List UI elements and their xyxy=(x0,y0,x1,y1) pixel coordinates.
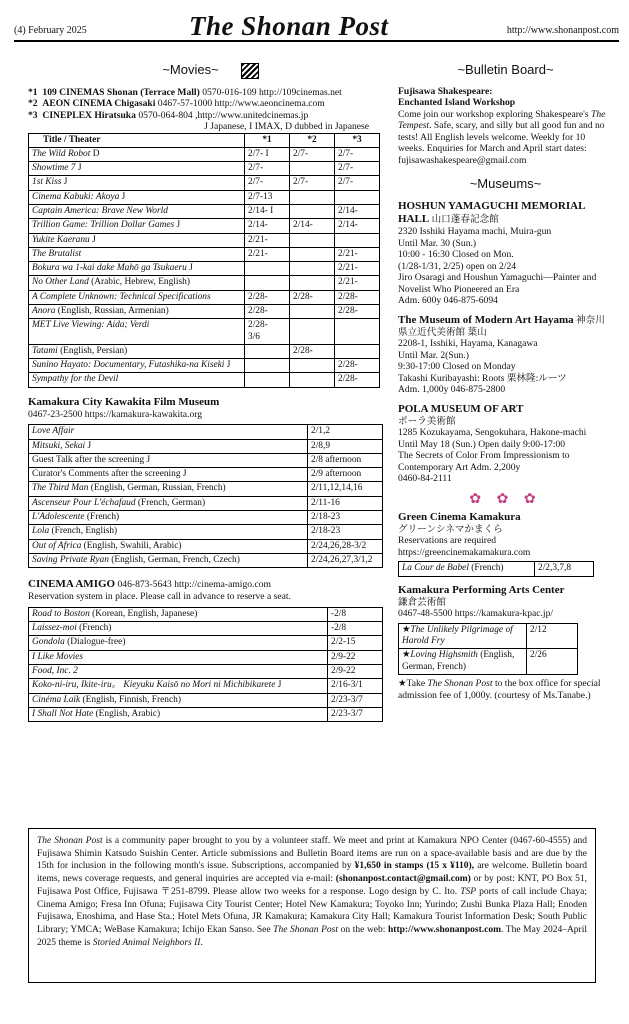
green-url[interactable]: https://greencinemakamakura.com xyxy=(398,546,531,558)
green-table xyxy=(398,561,594,576)
table-row: Koko-ni-iru, Ikite-iru。 Kieyuku Kaisō no Mori ni Michibikarete J 2/16-3/1 xyxy=(29,679,383,693)
kawakita-block xyxy=(28,396,393,569)
table-row: The Brutalist 2/21- 2/21- xyxy=(29,247,380,261)
museum-hoshun: HOSHUN YAMAGUCHI MEMORIAL HALL 山口蓬春記念館 2320 Isshiki Hayama machi, Muira-gun Until Mar. 30 (Sun.) 10:00 - 16:30 Closed on Mon. (1/28-1/31, 2/25) open on 2/24 Jiro Osaragi and Houshun Yamaguchi—Painter and Novelist Who Pioneered an Era Adm. 600y 046-875-6094 xyxy=(398,199,597,307)
table-row: Sympathy for the Devil 2/28- xyxy=(29,373,380,387)
amigo-name: CINEMA AMIGO xyxy=(28,578,116,591)
table-row: Yukite Kaeranu J 2/21- xyxy=(29,233,380,247)
table-row: L'Adolescente (French) 2/18-23 xyxy=(29,511,383,525)
cinema-1: *1 109 CINEMAS Shonan (Terrace Mall) 0570-016-109 http://109cinemas.net xyxy=(28,86,342,98)
table-row: Captain America: Brave New World 2/14- I 2/14- xyxy=(29,204,380,218)
table-row: The Wild Robot D 2/7- I 2/7- 2/7- xyxy=(29,147,380,161)
table-row: Food, Inc. 2 2/9-22 xyxy=(29,664,383,678)
table-row: A Complete Unknown: Technical Specifications 2/28- 2/28- 2/28- xyxy=(29,290,380,304)
table-row: Laissez-moi (French) -2/8 xyxy=(29,622,383,636)
table-row: Tatami (English, Persian) 2/28- xyxy=(29,344,380,358)
flower-icon: ✿ ✿ ✿ xyxy=(469,491,542,507)
website-link[interactable]: http://www.shonanpost.com xyxy=(388,925,501,936)
kawakita-contact: 0467-23-2500 https://kamakura-kawakita.org xyxy=(28,408,203,420)
contact-email[interactable]: (shonanpost.contact@gmail.com) xyxy=(335,874,471,885)
table-row: I Shall Not Hate (English, Arabic) 2/23-3/7 xyxy=(29,707,383,721)
museums-heading: ~Museums~ xyxy=(469,176,542,192)
table-row: Guest Talk after the screening J 2/8 afternoon xyxy=(29,453,383,467)
table-row: I Like Movies 2/9-22 xyxy=(29,650,383,664)
green-cinema: Green Cinema Kamakura グリーンシネマかまくら Reservations are required https://greencinemakamakura.com La Cour de Babel (French) 2/2,3,7,8 xyxy=(398,511,613,577)
bulletin-column xyxy=(398,62,613,708)
issue-date: (4) February 2025 xyxy=(14,25,87,36)
kpac-note: ★Take The Shonan Post to the box office for special admission fee of 1,000y. (courtesy of Ms.Tanabe.) xyxy=(398,678,601,701)
table-row: La Cour de Babel (French) 2/2,3,7,8 xyxy=(399,562,594,576)
cinema-2: *2 AEON CINEMA Chigasaki 0467-57-1000 http://www.aeoncinema.com xyxy=(28,98,325,110)
amigo-table xyxy=(28,607,383,722)
table-row: Cinema Kabuki: Akoya J 2/7-13 xyxy=(29,190,380,204)
amigo-contact: 046-873-5643 http://cinema-amigo.com xyxy=(115,579,271,591)
masthead xyxy=(14,10,619,40)
kawakita-name: Kamakura City Kawakita Film Museum xyxy=(28,395,220,408)
table-row: Lola (French, English) 2/18-23 xyxy=(29,525,383,539)
table-row: Anora (English, Russian, Armenian) 2/28- 2/28- xyxy=(29,304,380,318)
clapperboard-icon xyxy=(241,63,259,79)
table-row: Ascenseur Pour L'échafaud (French, German) 2/11-16 xyxy=(29,496,383,510)
table-row: ★The Unlikely Pilgrimage of Harold Fry 2/12 xyxy=(399,623,578,649)
table-row: Cinéma Laïk (English, Finnish, French) 2/23-3/7 xyxy=(29,693,383,707)
kawakita-table xyxy=(28,424,383,568)
header-url[interactable]: http://www.shonanpost.com xyxy=(506,25,619,36)
movies-heading: ~Movies~ xyxy=(28,62,393,79)
table-row: Trillion Game: Trillion Dollar Games J 2/14- 2/14- 2/14- xyxy=(29,219,380,233)
museum-pola: POLA MUSEUM OF ART ポーラ美術館 1285 Kozukayama, Sengokuhara, Hakone-machi Until May 18 (Sun.) Open daily 9:00-17:00 The Secrets of Color From Impressionism to Contemporary Art Adm. 2,200y 0460-84-2111 xyxy=(398,402,587,485)
table-row: Out of Africa (English, Swahili, Arabic) 2/24,26,28-3/2 xyxy=(29,539,383,553)
header-rule xyxy=(14,40,619,42)
bulletin-heading: ~Bulletin Board~ xyxy=(457,62,554,77)
table-row: 1st Kiss J 2/7- 2/7- 2/7- xyxy=(29,176,380,190)
amigo-note: Reservation system in place. Please call in advance to reserve a seat. xyxy=(28,591,291,603)
table-row: MET Live Viewing: Aida; Verdi 2/28- 3/6 xyxy=(29,319,380,345)
museum-modern-art: The Museum of Modern Art Hayama 神奈川県立近代美術館 葉山 2208-1, Isshiki, Hayama, Kanagawa Until Mar. 2(Sun.) 9:30-17:00 Closed on Monday Takashi Kuribayashi: Roots 栗林隆:ルーツ Adm. 1,000y 046-875-2800 xyxy=(398,313,605,396)
table-row: Bokura wa 1-kai dake Mahō ga Tsukaeru J 2/21- xyxy=(29,262,380,276)
logo: The Shonan Post xyxy=(189,11,389,41)
amigo-block xyxy=(28,578,393,722)
table-row: ★Loving Highsmith (English, German, French) 2/26 xyxy=(399,649,578,675)
table-header: Title / Theater *1 *2 *3 xyxy=(29,133,380,147)
movies-table xyxy=(28,133,380,388)
kpac: Kamakura Performing Arts Center 鎌倉芸術館 0467-48-5500 https://kamakura-kpac.jp/ ★The Unlikely Pilgrimage of Harold Fry 2/12 ★Loving Highsmith (English, German, French) 2/26 ★Take The Shonan Post to the box office for special admission fee of 1,000y. (courtesy of Ms.Tanabe.) xyxy=(398,584,613,701)
table-row: Love Affair 2/1,2 xyxy=(29,425,383,439)
table-row: Curator's Comments after the screening J 2/9 afternoon xyxy=(29,468,383,482)
table-row: No Other Land (Arabic, Hebrew, English) 2/21- xyxy=(29,276,380,290)
about-box: The Shonan Post is a community paper brought to you by a volunteer staff. We meet and print at Kamakura NPO Center (0467-60-4555) and Fujisawa Shimin Katsudo Suishin Center. Article submissions and Bulletin Board items are run on a space-available basis and are due by the 15th for inclusion in the following month's issue. Subscriptions, accompanied by ¥1,650 in stamps (15 x ¥110), are welcome. Bulletin board items, news coverage requests, and general inquiries are accepted via e-mail: (shonanpost.contact@gmail.com) or by post: KNT, PO Box 51, Fujisawa Post Office, Fujisawa 〒251-8799. Please allow two weeks for a response. Logo design by C. Ito. TSP ports of call include Chaya; Cinema Amigo; Fresa Inn Ofuna; Fujisawa City Tourist Center; Hotel New Kamakura; Toyoko Inn; Yurindo; Zushi Bunka Plaza Hall; Enoden Fujisawa, Enoshima, and Hase Sta.; Hotel Mets Ofuna, JR Kamakura; Kamakura City Hall; Kamakura Tourist Information Desk; South Public Library; YMCA; WeBase Kamakura; Ichijo Ekan Sanso. See The Shonan Post on the web: http://www.shonanpost.com. The May 2024–April 2025 theme is Storied Animal Neighbors II. xyxy=(28,828,596,983)
cinema-list xyxy=(28,87,393,133)
table-row: Showtime 7 J 2/7- 2/7- xyxy=(29,162,380,176)
cinema-3: *3 CINEPLEX Hiratsuka 0570-064-804 ,http://www.unitedcinemas.jp xyxy=(28,109,309,121)
table-row: Mitsuki, Sekai J 2/8,9 xyxy=(29,439,383,453)
bulletin-item: Fujisawa Shakespeare: Enchanted Island Workshop Come join our workshop exploring Shakespeare's The Tempest. Safe, scary, and silly but all good fun and no tests! All English levels welcome. Weekly for 10 weeks. Enquiries for March and April start dates: fujisawashakespeare@gmail.com xyxy=(398,85,606,166)
table-row: Sunino Hayato: Documentary, Futashika-na Kiseki J 2/28- xyxy=(29,359,380,373)
table-row: Road to Boston (Korean, English, Japanese) -2/8 xyxy=(29,607,383,621)
table-row: The Third Man (English, German, Russian, French) 2/11,12,14,16 xyxy=(29,482,383,496)
kpac-table xyxy=(398,623,578,675)
table-row: Saving Private Ryan (English, German, French, Czech) 2/24,26,27,3/1,2 xyxy=(29,553,383,567)
movies-column xyxy=(28,62,393,722)
table-row: Gondola (Dialogue-free) 2/2-15 xyxy=(29,636,383,650)
legend: J Japanese, I IMAX, D dubbed in Japanese xyxy=(204,121,369,133)
